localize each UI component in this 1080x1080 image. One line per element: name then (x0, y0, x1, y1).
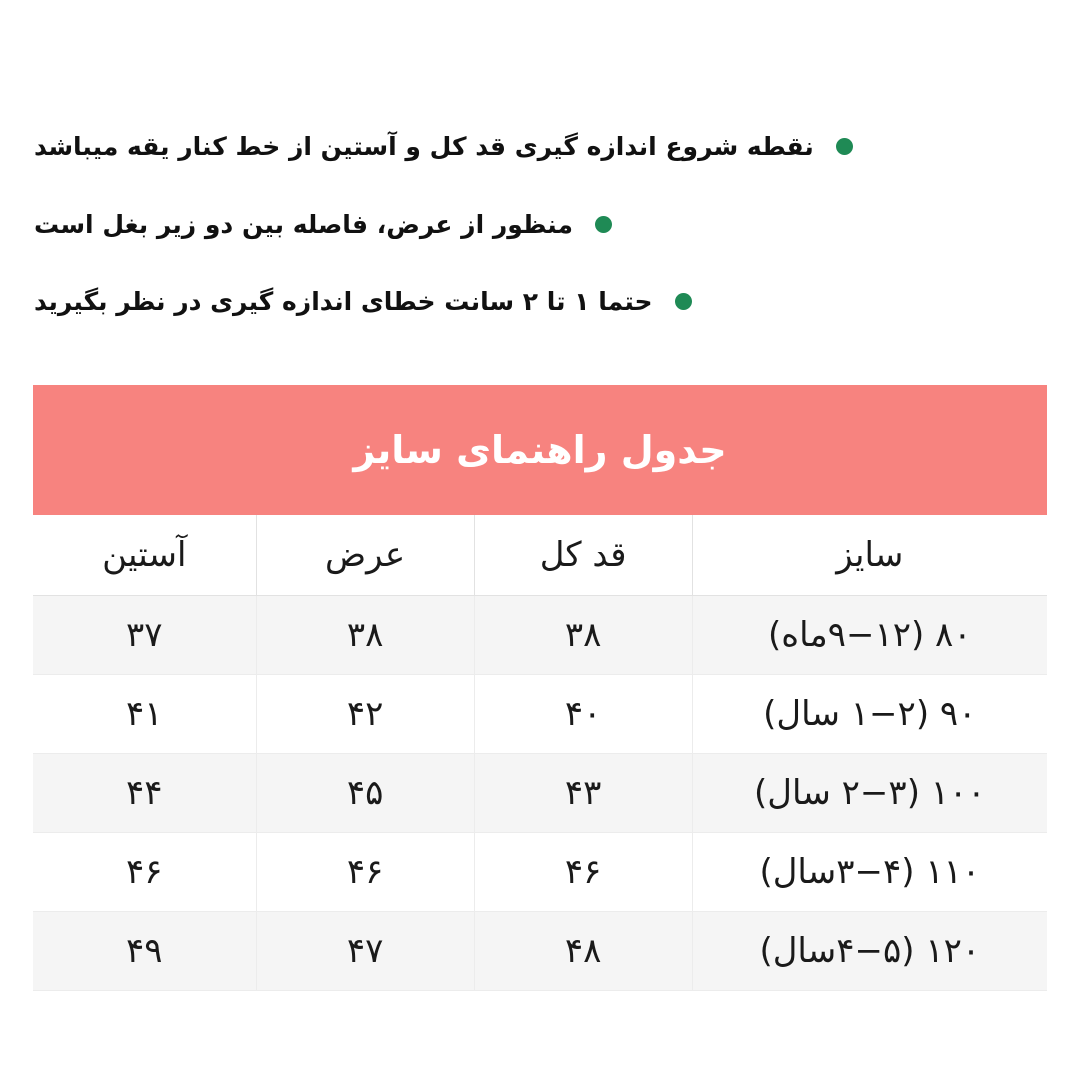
table-title: جدول راهنمای سایز (33, 385, 1047, 515)
column-header-size: سایز (692, 515, 1047, 596)
table-body (33, 596, 1047, 991)
measurement-notes (0, 0, 1080, 361)
cell-width: ۴۲ (256, 675, 474, 754)
cell-size: ۹۰ (۱−۲ سال) (692, 675, 1047, 754)
cell-sleeve: ۳۷ (33, 596, 256, 675)
table-row (33, 675, 1047, 754)
cell-width: ۴۵ (256, 754, 474, 833)
note-text: حتما ۱ تا ۲ سانت خطای اندازه گیری در نظر بگیرید (34, 287, 653, 316)
table-row (33, 596, 1047, 675)
cell-size: ۱۲۰ (۴−۵سال) (692, 912, 1047, 991)
bullet-icon (595, 216, 612, 233)
table-row (33, 833, 1047, 912)
column-header-total-length: قد کل (474, 515, 692, 596)
note-item (34, 283, 700, 321)
note-item (34, 206, 620, 244)
cell-total-length: ۴۸ (474, 912, 692, 991)
cell-size: ۸۰ (۹−۱۲ماه) (692, 596, 1047, 675)
cell-sleeve: ۴۹ (33, 912, 256, 991)
size-table-container (33, 385, 1047, 991)
note-item (34, 128, 861, 166)
table-row (33, 912, 1047, 991)
notes-list (34, 128, 1046, 361)
cell-total-length: ۳۸ (474, 596, 692, 675)
cell-sleeve: ۴۱ (33, 675, 256, 754)
column-header-sleeve: آستین (33, 515, 256, 596)
cell-width: ۴۷ (256, 912, 474, 991)
cell-total-length: ۴۳ (474, 754, 692, 833)
note-text: نقطه شروع اندازه گیری قد کل و آستین از خط کنار یقه میباشد (34, 132, 814, 161)
bullet-icon (675, 293, 692, 310)
note-text: منظور از عرض، فاصله بین دو زیر بغل است (34, 209, 573, 239)
cell-width: ۳۸ (256, 596, 474, 675)
bullet-icon (836, 138, 853, 155)
column-header-width: عرض (256, 515, 474, 596)
table-head (33, 515, 1047, 596)
cell-size: ۱۱۰ (۳−۴سال) (692, 833, 1047, 912)
cell-sleeve: ۴۴ (33, 754, 256, 833)
cell-total-length: ۴۶ (474, 833, 692, 912)
cell-total-length: ۴۰ (474, 675, 692, 754)
size-table (33, 385, 1047, 991)
cell-sleeve: ۴۶ (33, 833, 256, 912)
table-header-row (33, 515, 1047, 596)
cell-size: ۱۰۰ (۲−۳ سال) (692, 754, 1047, 833)
cell-width: ۴۶ (256, 833, 474, 912)
table-row (33, 754, 1047, 833)
